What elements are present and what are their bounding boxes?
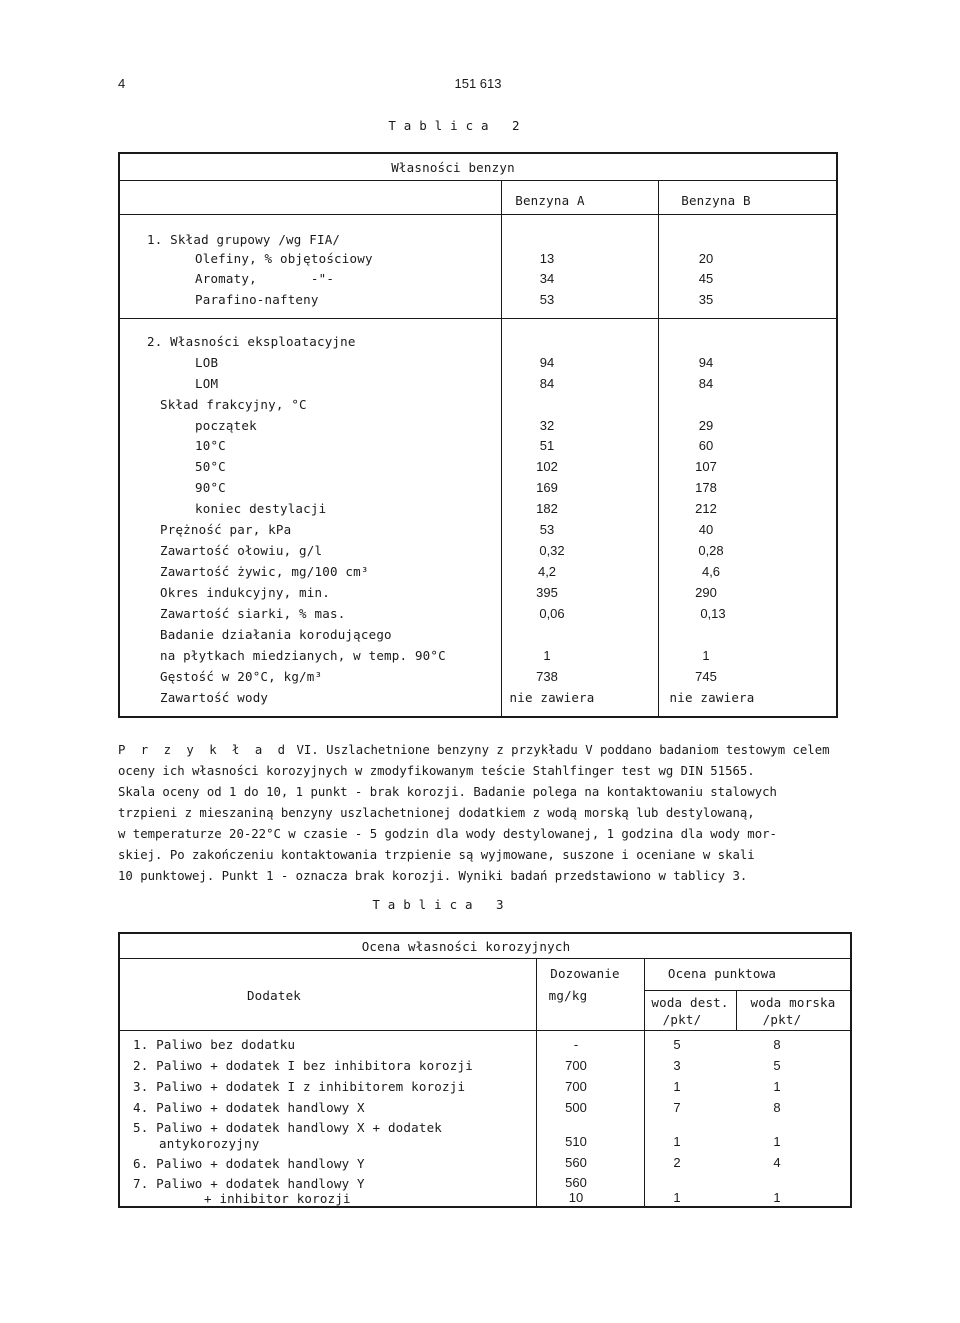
patent-number: 151 613	[454, 76, 502, 91]
value-distilled-rating: 1	[673, 1190, 681, 1205]
column-header-sea-water: woda morska	[750, 995, 836, 1010]
table-border-bottom	[118, 716, 838, 718]
value-dose: -	[573, 1037, 579, 1052]
table-2-title: Własności benzyn	[391, 160, 515, 175]
example-heading: P r z y k ł a d	[118, 743, 290, 757]
value-dose: 560	[565, 1155, 587, 1170]
table-2-caption: T a b l i c a 2	[388, 118, 520, 133]
row-label: Badanie działania korodującego	[160, 627, 392, 642]
column-header-additive: Dodatek	[246, 988, 302, 1003]
value-benzyna-a: 51	[539, 438, 555, 453]
row-label: Parafino-nafteny	[195, 292, 319, 307]
value-benzyna-b: 29	[698, 418, 714, 433]
row-label: Gęstość w 20°C, kg/m³	[160, 669, 323, 684]
paragraph-line: oceny ich własności korozyjnych w zmodyfikowanym teście Stahlfinger test wg DIN 51565.	[118, 764, 755, 778]
table-divider	[118, 214, 837, 215]
row-label: 1. Paliwo bez dodatku	[133, 1037, 296, 1052]
value-benzyna-a: 395	[536, 585, 558, 600]
table-3-title: Ocena własności korozyjnych	[361, 939, 571, 954]
row-label: 90°C	[195, 480, 226, 495]
value-benzyna-a: 84	[539, 376, 555, 391]
paragraph-line: Skala oceny od 1 do 10, 1 punkt - brak korozji. Badanie polega na kontaktowaniu stalowych	[118, 785, 777, 799]
value-dose: 700	[565, 1079, 587, 1094]
column-header-benzyna-a: Benzyna A	[515, 193, 585, 208]
row-label: Zawartość siarki, % mas.	[160, 606, 346, 621]
value-benzyna-b: 178	[695, 480, 717, 495]
row-label: Zawartość ołowiu, g/l	[160, 543, 323, 558]
value-sea-rating: 4	[773, 1155, 781, 1170]
column-header-sea-unit: /pkt/	[762, 1012, 802, 1027]
paragraph-line: w temperaturze 20-22°C w czasie - 5 godzin dla wody destylowanej, 1 godzina dla wody mor-	[118, 827, 777, 841]
value-benzyna-b: 745	[695, 669, 717, 684]
value-distilled-rating: 5	[673, 1037, 681, 1052]
table-3-caption: T a b l i c a 3	[372, 897, 504, 912]
table-border-left	[118, 932, 120, 1208]
value-benzyna-b: 290	[695, 585, 717, 600]
value-benzyna-b: nie zawiera	[669, 690, 755, 705]
value-benzyna-b: 0,28	[698, 543, 724, 558]
table-divider	[118, 180, 837, 181]
row-label: Olefiny, % objętościowy	[195, 251, 373, 266]
value-distilled-rating: 7	[673, 1100, 681, 1115]
paragraph-line: Uszlachetnione benzyny z przykładu V poddano badaniom testowym celem	[326, 743, 830, 757]
row-label: 2. Paliwo + dodatek I bez inhibitora korozji	[133, 1058, 473, 1073]
value-benzyna-a: 1	[543, 648, 551, 663]
value-benzyna-a: 34	[539, 271, 555, 286]
paragraph-line: 10 punktowej. Punkt 1 - oznacza brak korozji. Wyniki badań przedstawiono w tablicy 3.	[118, 869, 748, 883]
value-distilled-rating: 1	[673, 1079, 681, 1094]
row-label: na płytkach miedzianych, w temp. 90°C	[160, 648, 446, 663]
column-header-dose: Dozowanie	[550, 966, 620, 981]
value-dose: 10	[568, 1190, 584, 1205]
value-benzyna-b: 107	[695, 459, 717, 474]
value-distilled-rating: 3	[673, 1058, 681, 1073]
table-border-right	[836, 152, 838, 718]
value-sea-rating: 8	[773, 1037, 781, 1052]
value-benzyna-a: nie zawiera	[509, 690, 595, 705]
row-label: Skład frakcyjny, °C	[160, 397, 307, 412]
value-dose: 560	[565, 1175, 587, 1190]
value-dose: 700	[565, 1058, 587, 1073]
column-divider	[736, 991, 737, 1031]
paragraph-line: trzpieni z mieszaniną benzyny uszlachetnionej dodatkiem z wodą morską lub destylowaną,	[118, 806, 755, 820]
value-benzyna-b: 0,13	[700, 606, 726, 621]
value-benzyna-b: 84	[698, 376, 714, 391]
column-divider	[536, 959, 537, 1207]
page-number: 4	[118, 76, 126, 91]
paragraph-line: skiej. Po zakończeniu kontaktowania trzpienie są wyjmowane, suszone i oceniane w skali	[118, 848, 755, 862]
value-benzyna-a: 182	[536, 501, 558, 516]
row-label-continuation: + inhibitor korozji	[204, 1191, 351, 1206]
row-label: 10°C	[195, 438, 226, 453]
column-header-distilled-unit: /pkt/	[662, 1012, 702, 1027]
row-label: LOB	[195, 355, 219, 370]
column-divider	[644, 959, 645, 1207]
row-label: LOM	[195, 376, 219, 391]
column-header-benzyna-b: Benzyna B	[681, 193, 751, 208]
value-benzyna-b: 94	[698, 355, 714, 370]
row-label: koniec destylacji	[195, 501, 327, 516]
table-border-top	[118, 932, 852, 934]
value-benzyna-b: 60	[698, 438, 714, 453]
row-label: 6. Paliwo + dodatek handlowy Y	[133, 1156, 365, 1171]
row-label: 7. Paliwo + dodatek handlowy Y	[133, 1176, 365, 1191]
value-benzyna-b: 45	[698, 271, 714, 286]
value-benzyna-a: 738	[536, 669, 558, 684]
row-label: Zawartość wody	[160, 690, 269, 705]
value-benzyna-a: 53	[539, 522, 555, 537]
row-label-continuation: antykorozyjny	[159, 1136, 260, 1151]
value-benzyna-b: 212	[695, 501, 717, 516]
value-distilled-rating: 2	[673, 1155, 681, 1170]
value-benzyna-a: 94	[539, 355, 555, 370]
value-benzyna-a: 13	[539, 251, 555, 266]
row-label: Okres indukcyjny, min.	[160, 585, 330, 600]
value-sea-rating: 1	[773, 1079, 781, 1094]
table-divider	[118, 318, 837, 319]
table-border-bottom	[118, 1206, 852, 1208]
value-sea-rating: 8	[773, 1100, 781, 1115]
row-label: 1. Skład grupowy /wg FIA/	[147, 232, 341, 247]
column-header-distilled-water: woda dest.	[651, 995, 729, 1010]
table-border-top	[118, 152, 837, 154]
value-benzyna-a: 32	[539, 418, 555, 433]
row-label: 3. Paliwo + dodatek I z inhibitorem korozji	[133, 1079, 466, 1094]
row-label: Zawartość żywic, mg/100 cm³	[160, 564, 369, 579]
value-benzyna-b: 4,6	[701, 564, 721, 579]
value-dose: 500	[565, 1100, 587, 1115]
value-benzyna-a: 0,06	[539, 606, 565, 621]
value-benzyna-a: 53	[539, 292, 555, 307]
value-dose: 510	[565, 1134, 587, 1149]
table-border-right	[850, 932, 852, 1208]
column-header-dose-unit: mg/kg	[548, 988, 588, 1003]
value-benzyna-b: 20	[698, 251, 714, 266]
table-border-left	[118, 152, 120, 718]
column-divider	[501, 181, 502, 717]
value-sea-rating: 5	[773, 1058, 781, 1073]
column-header-rating: Ocena punktowa	[667, 966, 777, 981]
value-distilled-rating: 1	[673, 1134, 681, 1149]
value-benzyna-b: 35	[698, 292, 714, 307]
value-benzyna-a: 0,32	[539, 543, 565, 558]
value-benzyna-a: 102	[536, 459, 558, 474]
value-benzyna-a: 169	[536, 480, 558, 495]
value-benzyna-a: 4,2	[537, 564, 557, 579]
table-divider	[644, 990, 851, 991]
row-label: Prężność par, kPa	[160, 522, 292, 537]
row-label: 2. Własności eksploatacyjne	[147, 334, 356, 349]
value-benzyna-b: 1	[702, 648, 710, 663]
value-benzyna-b: 40	[698, 522, 714, 537]
table-divider	[118, 958, 851, 959]
row-label: początek	[195, 418, 257, 433]
value-sea-rating: 1	[773, 1190, 781, 1205]
row-label: Aromaty, -"-	[195, 271, 335, 286]
example-number: VI.	[296, 743, 319, 757]
value-sea-rating: 1	[773, 1134, 781, 1149]
row-label: 5. Paliwo + dodatek handlowy X + dodatek	[133, 1120, 443, 1135]
column-divider	[658, 181, 659, 717]
row-label: 4. Paliwo + dodatek handlowy X	[133, 1100, 365, 1115]
row-label: 50°C	[195, 459, 226, 474]
table-divider	[118, 1030, 851, 1031]
